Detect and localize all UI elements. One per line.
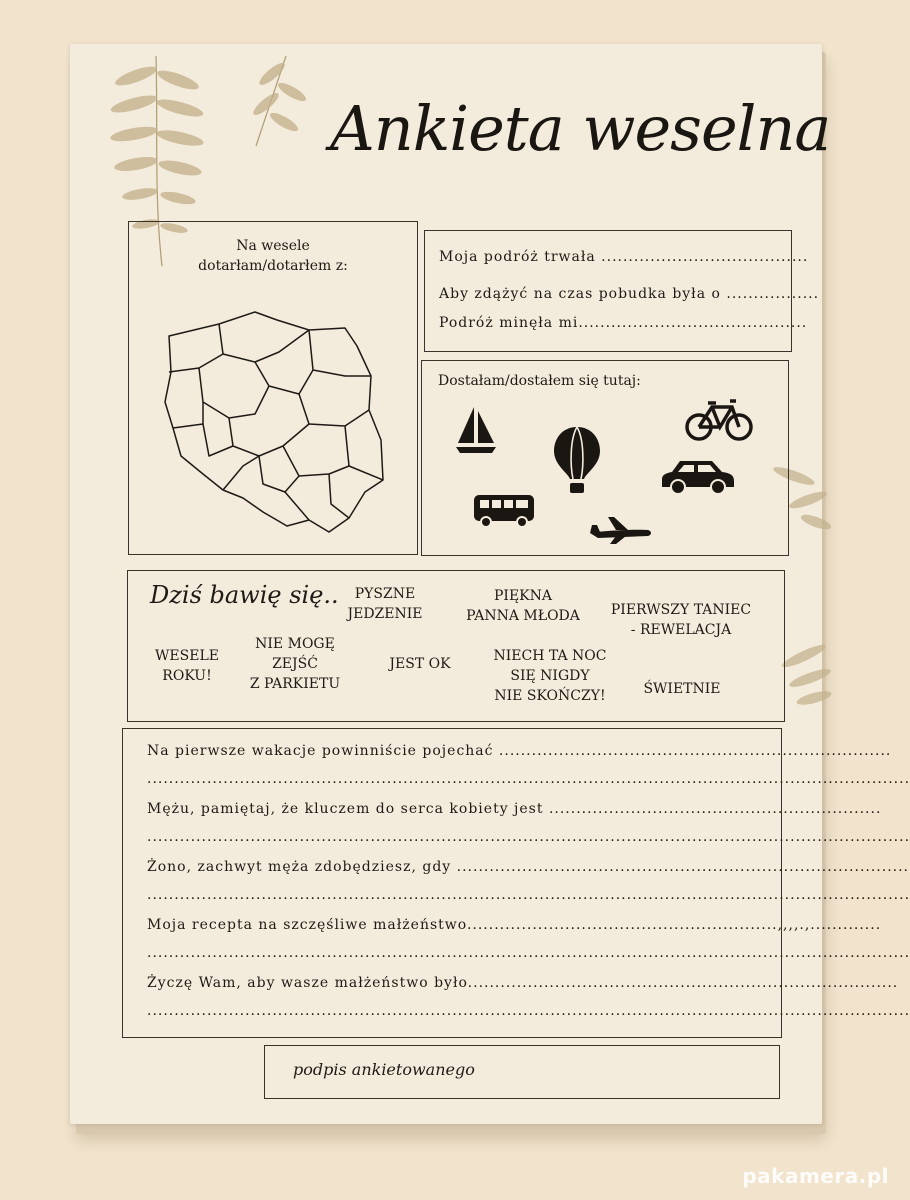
journey-feeling-field[interactable]: Podróż minęła mi.......................................... <box>439 315 808 331</box>
option-line: SIĘ NIGDY <box>510 668 590 684</box>
option-niech-ta-noc[interactable] <box>480 646 620 706</box>
option-line: Z PARKIETU <box>249 676 341 692</box>
signature-label: podpis ankietowanego <box>293 1060 475 1079</box>
question-wife[interactable]: Żono, zachwyt męża zdobędziesz, gdy ................................................................................... <box>147 859 910 875</box>
option-wesele-roku[interactable] <box>142 646 232 686</box>
question-husband[interactable]: Mężu, pamiętaj, że kluczem do serca kobiety jest ............................................................. <box>147 801 882 817</box>
journey-box <box>424 230 820 352</box>
questions-box <box>122 728 910 1038</box>
option-line: NIE SKOŃCZY! <box>494 688 606 704</box>
option-pierwszy-taniec[interactable] <box>606 600 756 640</box>
option-line: ZEJŚĆ <box>272 656 318 672</box>
answer-wife-line[interactable]: ............................................................................................................................................ <box>147 887 910 903</box>
option-line: PIERWSZY TANIEC <box>610 602 752 618</box>
answer-vacation-line[interactable]: ............................................................................................................................................ <box>147 771 910 787</box>
question-vacation[interactable]: Na pierwsze wakacje powinniście pojechać ........................................................................ <box>147 743 892 759</box>
answer-recipe-line[interactable]: ............................................................................................................................................ <box>147 945 910 961</box>
option-line: WESELE <box>155 648 219 664</box>
airplane-icon[interactable] <box>588 515 654 545</box>
option-piekna-panna-mloda[interactable] <box>458 586 588 626</box>
page-title: Ankieta weselna <box>330 92 831 165</box>
fun-heading: Dziś bawię się.. <box>150 581 339 609</box>
option-pyszne-jedzenie[interactable] <box>340 584 430 624</box>
sailboat-icon[interactable] <box>454 405 498 455</box>
car-icon[interactable] <box>658 457 738 497</box>
transport-box <box>421 360 789 556</box>
wakeup-time-field[interactable]: Aby zdążyć na czas pobudka była o ................. <box>439 286 820 302</box>
fun-box <box>127 570 785 722</box>
option-line: JEDZENIE <box>347 606 423 622</box>
answer-husband-line[interactable]: ............................................................................................................................................ <box>147 829 910 845</box>
bus-icon[interactable] <box>472 493 536 529</box>
option-line: NIE MOGĘ <box>255 636 335 652</box>
watermark-logo: pakamera.pl <box>742 1164 889 1188</box>
hot-air-balloon-icon[interactable] <box>552 425 602 495</box>
option-line: NIECH TA NOC <box>493 648 607 664</box>
option-jest-ok[interactable] <box>380 654 460 674</box>
option-line: PANNA MŁODA <box>466 608 580 624</box>
option-line: ŚWIETNIE <box>643 681 721 697</box>
option-line: PYSZNE <box>354 586 416 602</box>
journey-duration-field[interactable]: Moja podróż trwała ...................................... <box>439 249 809 265</box>
option-swietnie[interactable] <box>632 679 732 699</box>
question-wishes[interactable]: Życzę Wam, aby wasze małżeństwo było............................................................................... <box>147 975 899 991</box>
bicycle-icon[interactable] <box>684 393 754 443</box>
arrival-label-line1: Na wesele <box>236 238 310 254</box>
answer-wishes-line[interactable]: ............................................................................................................................................ <box>147 1003 910 1019</box>
arrival-label-line2: dotarłam/dotarłem z: <box>198 258 348 274</box>
option-line: JEST OK <box>389 656 451 672</box>
option-nie-moge-zejsc[interactable] <box>240 634 350 694</box>
signature-box[interactable] <box>264 1045 780 1099</box>
arrival-map-box <box>128 221 418 555</box>
transport-label: Dostałam/dostałem się tutaj: <box>438 373 641 389</box>
option-line: ROKU! <box>162 668 212 684</box>
option-line: PIĘKNA <box>494 588 552 604</box>
poland-map-icon[interactable] <box>159 306 399 536</box>
question-recipe[interactable]: Moja recepta na szczęśliwe małżeństwo.........................................................,,,,.,............. <box>147 917 882 933</box>
option-line: - REWELACJA <box>630 622 732 638</box>
